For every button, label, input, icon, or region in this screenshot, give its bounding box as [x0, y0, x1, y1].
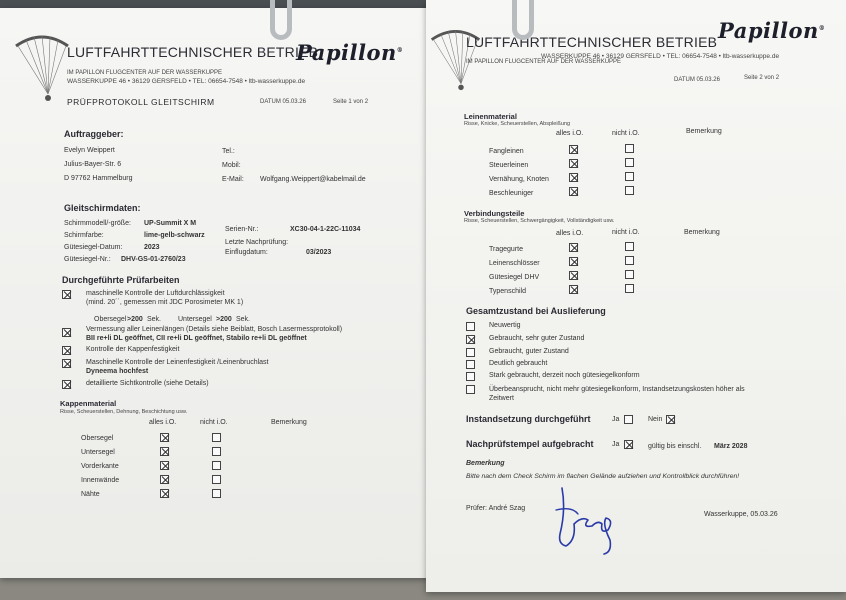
mobile-label: Mobil:: [222, 162, 241, 169]
client-heading: Auftraggeber:: [64, 129, 124, 139]
connector-row-ok: [569, 271, 578, 280]
condition-label: Deutlich gebraucht: [489, 360, 548, 367]
top-sail-unit: Sek.: [147, 316, 162, 323]
col-all-ok: alles i.O.: [556, 230, 584, 237]
canopy-row-not-ok: [212, 475, 221, 484]
binder-ring: [512, 0, 534, 40]
line-material-subtitle: Risse, Knicke, Scheuerstellen, Abspleißung: [464, 121, 571, 127]
work-item-permeability: maschinelle Kontrolle der Luftdurchlässigkeit: [86, 290, 225, 297]
col-remark: Bemerkung: [271, 419, 307, 426]
work-item-canopy-strength: Kontrolle der Kappenfestigkeit: [86, 346, 180, 353]
canopy-row-ok: [160, 489, 169, 498]
document-date: DATUM 05.03.26: [674, 77, 720, 83]
document-title: PRÜFPROTOKOLL GLEITSCHIRM: [67, 97, 215, 107]
condition-label: Gebraucht, sehr guter Zustand: [489, 335, 585, 342]
stamp-heading: Nachprüfstempel aufgebracht: [466, 439, 594, 449]
bottom-sail-label: Untersegel: [178, 316, 212, 323]
canopy-row-ok: [160, 475, 169, 484]
client-street: Julius-Bayer-Str. 6: [64, 161, 122, 168]
repair-heading: Instandsetzung durchgeführt: [466, 414, 591, 424]
seal-number-value: DHV-GS-01-2760/23: [121, 256, 186, 263]
remark-text: Bitte nach dem Check Schirm im flachen Gelände aufziehen und Kontrollblick durchführen!: [466, 473, 740, 480]
bottom-sail-unit: Sek.: [236, 316, 251, 323]
line-row-ok: [569, 145, 578, 154]
repair-no-label: Nein: [648, 416, 663, 423]
first-flight-label: Einflugdatum:: [225, 249, 268, 256]
tel-label: Tel.:: [222, 148, 235, 155]
company-address: WASSERKUPPE 46 • 36129 GERSFELD • TEL: 06654-7548 • ltb-wasserkuppe.de: [67, 78, 306, 85]
repair-yes-checkbox: [624, 415, 633, 424]
color-label: Schirmfarbe:: [64, 232, 104, 239]
line-row-label: Steuerleinen: [489, 162, 529, 169]
check-line-strength: [62, 359, 71, 368]
connectors-heading: Verbindungsteile: [464, 209, 525, 218]
check-permeability: [62, 290, 71, 299]
check-visual-inspection: [62, 380, 71, 389]
work-item-permeability-detail: (mind. 20´´, gemessen mit JDC Porosimeter MK 1): [86, 299, 244, 306]
col-not-ok: nicht i.O.: [612, 229, 640, 236]
stamp-yes-checkbox: [624, 440, 633, 449]
line-material-heading: Leinenmaterial: [464, 112, 517, 121]
connector-row-ok: [569, 257, 578, 266]
line-row-ok: [569, 159, 578, 168]
inspector-name: Prüfer: André Szag: [466, 505, 526, 512]
email-label: E-Mail:: [222, 176, 244, 183]
condition-label: Gebraucht, guter Zustand: [489, 348, 569, 355]
canopy-row-not-ok: [212, 433, 221, 442]
color-value: lime-gelb-schwarz: [144, 232, 205, 239]
canopy-row-label: Vorderkante: [81, 463, 119, 470]
client-city: D 97762 Hammelburg: [64, 175, 133, 182]
col-remark: Bemerkung: [686, 128, 722, 135]
document-date: DATUM 05.03.26: [260, 99, 306, 105]
connector-row-ok: [569, 243, 578, 252]
glider-data-heading: Gleitschirmdaten:: [64, 203, 141, 213]
repair-no-checkbox: [666, 415, 675, 424]
seal-date-label: Gütesiegel-Datum:: [64, 244, 123, 251]
overall-condition-heading: Gesamtzustand bei Auslieferung: [466, 306, 606, 316]
top-sail-value: >200: [127, 316, 143, 323]
company-subtitle: IM PAPILLON FLUGCENTER AUF DER WASSERKUPPE: [67, 70, 223, 76]
paraglider-logo-icon: [12, 32, 72, 112]
connector-row-label: Tragegurte: [489, 246, 523, 253]
canopy-row-label: Nähte: [81, 491, 100, 498]
seal-number-label: Gütesiegel-Nr.:: [64, 256, 111, 263]
protocol-page-2: [426, 0, 846, 592]
work-item-line-lengths-detail: BII re+li DL geöffnet, CII re+li DL geöffnet, Stabilo re+li DL geöffnet: [86, 335, 307, 342]
canopy-row-label: Untersegel: [81, 449, 115, 456]
connector-row-not-ok: [625, 270, 634, 279]
connector-row-not-ok: [625, 256, 634, 265]
connectors-subtitle: Risse, Scheuerstellen, Schwergängigkeit, Vollständigkeit usw.: [464, 218, 615, 224]
connector-row-label: Leinenschlösser: [489, 260, 540, 267]
canopy-material-subtitle: Risse, Scheuerstellen, Dehnung, Beschichtung usw.: [60, 409, 188, 415]
binder-ring: [270, 0, 292, 40]
connector-row-label: Gütesiegel DHV: [489, 274, 540, 281]
page-number: Seite 2 von 2: [744, 75, 780, 81]
col-all-ok: alles i.O.: [556, 130, 584, 137]
email-value: Wolfgang.Weippert@kabelmail.de: [260, 176, 366, 183]
condition-option: [466, 360, 475, 369]
condition-label: Überbeansprucht, nicht mehr gütesiegelkonform, Instandsetzungskosten höher als: [489, 386, 745, 393]
protocol-page-1: [0, 8, 430, 578]
connector-row-not-ok: [625, 242, 634, 251]
line-row-not-ok: [625, 186, 634, 195]
line-row-label: Beschleuniger: [489, 190, 534, 197]
condition-option: [466, 322, 475, 331]
canopy-material-heading: Kappenmaterial: [60, 399, 117, 408]
top-sail-label: Obersegel: [94, 316, 127, 323]
check-line-lengths: [62, 328, 71, 337]
check-canopy-strength: [62, 346, 71, 355]
model-label: Schirmmodell/-größe:: [64, 220, 131, 227]
condition-option: [466, 372, 475, 381]
model-value: UP-Summit X M: [144, 220, 197, 227]
condition-label-continuation: Zeitwert: [489, 395, 514, 402]
canopy-row-not-ok: [212, 447, 221, 456]
col-not-ok: nicht i.O.: [200, 419, 228, 426]
work-item-visual-inspection: detaillierte Sichtkontrolle (siehe Details): [86, 380, 209, 387]
line-row-ok: [569, 187, 578, 196]
company-name: LUFTFAHRTTECHNISCHER BETRIEB: [466, 34, 718, 50]
remark-heading: Bemerkung: [466, 460, 505, 467]
canopy-row-label: Innenwände: [81, 477, 120, 484]
company-name: LUFTFAHRTTECHNISCHER BETRIEB: [67, 44, 319, 60]
line-row-label: Fangleinen: [489, 148, 524, 155]
line-row-label: Vernähung, Knoten: [489, 176, 549, 183]
canopy-row-ok: [160, 447, 169, 456]
condition-label: Neuwertig: [489, 322, 521, 329]
stamp-yes-label: Ja: [612, 441, 620, 448]
serial-label: Serien-Nr.:: [225, 226, 259, 233]
condition-label: Stark gebraucht, derzeit noch gütesiegelkonform: [489, 372, 640, 379]
bottom-sail-value: >200: [216, 316, 232, 323]
inspection-work-heading: Durchgeführte Prüfarbeiten: [62, 275, 180, 285]
condition-option: [466, 348, 475, 357]
connector-row-ok: [569, 285, 578, 294]
serial-value: XC30-04-1-22C-11034: [290, 226, 361, 233]
page-number: Seite 1 von 2: [333, 99, 369, 105]
papillon-logo: Papillon®: [296, 40, 404, 65]
connector-row-not-ok: [625, 284, 634, 293]
line-row-not-ok: [625, 158, 634, 167]
canopy-row-not-ok: [212, 489, 221, 498]
line-row-not-ok: [625, 172, 634, 181]
line-row-not-ok: [625, 144, 634, 153]
col-all-ok: alles i.O.: [149, 419, 177, 426]
inspector-signature: [552, 480, 616, 556]
canopy-row-not-ok: [212, 461, 221, 470]
work-item-line-strength-detail: Dyneema hochfest: [86, 368, 149, 375]
seal-date-value: 2023: [144, 244, 160, 251]
company-subtitle: IM PAPILLON FLUGCENTER AUF DER WASSERKUPPE: [466, 59, 622, 65]
place-and-date: Wasserkuppe, 05.03.26: [704, 511, 778, 518]
first-flight-value: 03/2023: [306, 249, 332, 256]
condition-option: [466, 385, 475, 394]
col-remark: Bemerkung: [684, 229, 720, 236]
line-row-ok: [569, 173, 578, 182]
papillon-logo: Papillon®: [718, 18, 826, 43]
work-item-line-lengths: Vermessung aller Leinenlängen (Details siehe Beiblatt, Bosch Lasermessprotokoll): [86, 326, 343, 333]
valid-until-label: gültig bis einschl.: [648, 443, 702, 450]
company-address: WASSERKUPPE 46 • 36129 GERSFELD • TEL: 06654-7548 • ltb-wasserkuppe.de: [541, 53, 780, 60]
valid-until-value: März 2028: [714, 443, 748, 450]
canopy-row-ok: [160, 433, 169, 442]
last-inspection-label: Letzte Nachprüfung:: [225, 239, 289, 246]
connector-row-label: Typenschild: [489, 288, 526, 295]
repair-yes-label: Ja: [612, 416, 620, 423]
condition-option: [466, 335, 475, 344]
col-not-ok: nicht i.O.: [612, 130, 640, 137]
canopy-row-ok: [160, 461, 169, 470]
client-name: Evelyn Weippert: [64, 147, 115, 154]
canopy-row-label: Obersegel: [81, 435, 114, 442]
work-item-line-strength: Maschinelle Kontrolle der Leinenfestigkeit /Leinenbruchlast: [86, 359, 269, 366]
